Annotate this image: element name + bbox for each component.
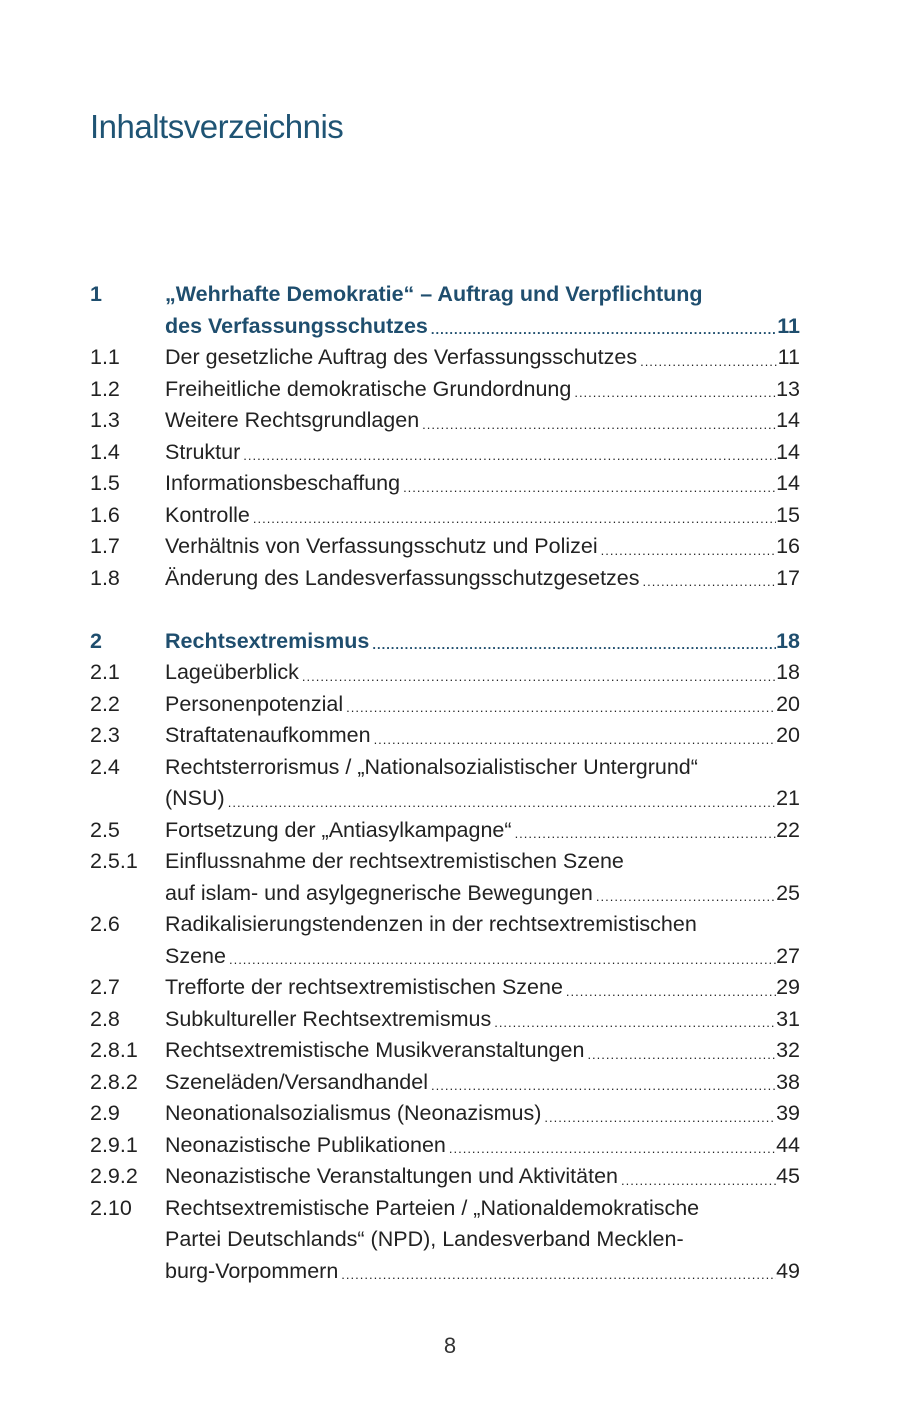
dot-leader — [400, 476, 776, 500]
dot-leader — [512, 822, 777, 846]
dot-leader — [637, 350, 778, 374]
toc-entry-title: burg-Vorpommern — [165, 1258, 339, 1283]
toc-entry-title: Weitere Rechtsgrundlagen — [165, 408, 420, 432]
toc-entry-page: 14 — [776, 471, 800, 495]
toc-entry[interactable] — [90, 500, 800, 532]
dot-leader — [419, 413, 776, 437]
toc-entry-title: Radikalisierungstendenzen in der rechtsextremistischen — [165, 912, 697, 936]
toc-entry-page: 49 — [776, 1258, 800, 1283]
toc-entry-page: 31 — [776, 1006, 800, 1031]
toc-entry-number: 2.3 — [90, 723, 120, 747]
toc-entry[interactable] — [90, 752, 800, 815]
toc-entry[interactable] — [90, 1067, 800, 1099]
dot-leader — [598, 539, 776, 563]
dot-leader — [225, 791, 776, 815]
dot-leader — [446, 1137, 776, 1161]
toc-entry-page: 27 — [776, 943, 800, 968]
toc-entry-title: „Wehrhafte Demokratie“ – Auftrag und Verpflichtung — [165, 282, 703, 306]
toc-entry-number: 2.10 — [90, 1195, 132, 1220]
toc-entry[interactable] — [90, 657, 800, 689]
toc-entry-title: Partei Deutschlands“ (NPD), Landesverband Mecklen- — [165, 1227, 684, 1251]
toc-entry-number: 1 — [90, 282, 102, 306]
toc-entry-title: auf islam- und asylgegnerische Bewegungen — [165, 880, 593, 905]
toc-entry-title: Subkultureller Rechtsextremismus — [165, 1006, 492, 1031]
toc-entry-title: Informationsbeschaffung — [165, 471, 401, 495]
toc-entry[interactable] — [90, 1193, 800, 1288]
toc-entry-title: Fortsetzung der „Antiasylkampagne“ — [165, 817, 512, 842]
toc-entry-number: 1.8 — [90, 565, 120, 590]
toc-entry-number: 1.6 — [90, 502, 120, 527]
toc-entry[interactable] — [90, 1161, 800, 1193]
toc-entry-number: 2.6 — [90, 912, 120, 936]
toc-entry-number: 1.1 — [90, 345, 120, 369]
dot-leader — [428, 1074, 776, 1098]
toc-entry-page: 14 — [776, 439, 800, 464]
dot-leader — [338, 1263, 776, 1287]
toc-entry[interactable] — [90, 405, 800, 437]
toc-entry-title: Neonazistische Publikationen — [165, 1132, 446, 1157]
toc-entry-number: 1.4 — [90, 439, 120, 464]
toc-entry-page: 20 — [776, 691, 800, 716]
toc-entry-title: (NSU) — [165, 786, 225, 810]
toc-entry-title: Freiheitliche demokratische Grundordnung — [165, 376, 572, 401]
toc-entry-page: 25 — [776, 880, 800, 905]
toc-entry-page: 20 — [776, 723, 800, 747]
toc-entry-title: Neonationalsozialismus (Neonazismus) — [165, 1101, 542, 1125]
toc-entry[interactable] — [90, 909, 800, 972]
toc-entry-number: 2.1 — [90, 660, 120, 684]
dot-leader — [226, 948, 776, 972]
dot-leader — [593, 885, 776, 909]
page-number: 8 — [443, 1333, 457, 1358]
toc-entry-number: 1.2 — [90, 376, 120, 401]
dot-leader — [299, 665, 776, 689]
toc-entry[interactable] — [90, 374, 800, 406]
toc-entry-page: 18 — [776, 660, 800, 684]
dot-leader — [428, 318, 777, 342]
toc-entry[interactable] — [90, 342, 800, 374]
toc-entry-page: 21 — [776, 786, 800, 810]
toc-entry-title: Trefforte der rechtsextremistischen Szene — [165, 975, 563, 999]
toc-entry[interactable] — [90, 689, 800, 721]
toc-entry[interactable] — [90, 1130, 800, 1162]
toc-entry-page: 11 — [777, 313, 800, 338]
toc-entry-number: 2.9.1 — [90, 1132, 138, 1157]
toc-entry-number: 2.2 — [90, 691, 120, 716]
toc-entry-number: 2 — [90, 628, 102, 653]
dot-leader — [491, 1011, 776, 1035]
dot-leader — [584, 1043, 776, 1067]
toc-entry[interactable] — [90, 972, 800, 1004]
toc-entry[interactable] — [90, 279, 800, 342]
toc-entry-page: 38 — [776, 1069, 800, 1094]
toc-entry[interactable] — [90, 1004, 800, 1036]
dot-leader — [571, 381, 776, 405]
toc-entry[interactable] — [90, 626, 800, 658]
dot-leader — [640, 570, 777, 594]
toc-entry-page: 13 — [776, 376, 800, 401]
toc-entry-title: Straftatenaufkommen — [165, 723, 371, 747]
toc-entry-title: Änderung des Landesverfassungsschutzgesetzes — [165, 565, 640, 590]
toc-entry-title: Szeneläden/Versandhandel — [165, 1069, 428, 1094]
toc-entry-page: 29 — [776, 975, 800, 999]
toc-entry[interactable] — [90, 720, 800, 752]
toc-entry[interactable] — [90, 815, 800, 847]
toc-entry-number: 2.8 — [90, 1006, 120, 1031]
toc-entry-page: 39 — [776, 1101, 800, 1125]
toc-entry-page: 45 — [776, 1164, 800, 1188]
toc-entry-page: 15 — [776, 502, 800, 527]
toc-entry-title: Der gesetzliche Auftrag des Verfassungsschutzes — [165, 345, 638, 369]
toc-entry-title: Lageüberblick — [165, 660, 299, 684]
toc-entry-number: 1.7 — [90, 534, 120, 558]
toc-entry-title: Verhältnis von Verfassungsschutz und Polizei — [165, 534, 598, 558]
toc-entry-number: 2.5.1 — [90, 849, 138, 873]
toc-entry[interactable] — [90, 563, 800, 595]
toc-entry-number: 2.5 — [90, 817, 120, 842]
toc-entry-title: Rechtsextremistische Musikveranstaltungen — [165, 1038, 585, 1062]
toc-entry-number: 2.7 — [90, 975, 120, 999]
toc-entry-title: Einflussnahme der rechtsextremistischen Szene — [165, 849, 624, 873]
toc-entry-page: 44 — [776, 1132, 800, 1157]
toc-entry-page: 32 — [776, 1038, 800, 1062]
toc-entry[interactable] — [90, 846, 800, 909]
toc-entry-title: Rechtsextremismus — [165, 628, 370, 653]
toc-entry-number: 2.8.2 — [90, 1069, 138, 1094]
toc-entry[interactable] — [90, 1035, 800, 1067]
toc-entry-page: 17 — [776, 565, 800, 590]
toc-entry[interactable] — [90, 437, 800, 469]
toc-entry-title: Kontrolle — [165, 502, 250, 527]
toc-entry[interactable] — [90, 468, 800, 500]
dot-leader — [369, 633, 776, 657]
toc-entry-title: des Verfassungsschutzes — [165, 313, 428, 338]
toc-entry-title: Neonazistische Veranstaltungen und Aktivitäten — [165, 1164, 618, 1188]
toc-entry-page: 22 — [776, 817, 800, 842]
toc-entry-page: 18 — [776, 628, 800, 653]
toc-entry-number: 2.8.1 — [90, 1038, 138, 1062]
toc-entry-title: Rechtsextremistische Parteien / „Nationaldemokratische — [165, 1195, 700, 1220]
dot-leader — [541, 1106, 776, 1130]
toc-entry-number: 2.9.2 — [90, 1164, 138, 1188]
dot-leader — [371, 728, 777, 752]
toc-entry-page: 11 — [777, 345, 800, 369]
dot-leader — [343, 696, 776, 720]
toc-entry-number: 1.5 — [90, 471, 120, 495]
dot-leader — [240, 444, 776, 468]
page-title: Inhaltsverzeichnis — [90, 108, 344, 145]
dot-leader — [250, 507, 776, 531]
toc-entry-number: 2.9 — [90, 1101, 120, 1125]
toc-entry-title: Struktur — [165, 439, 241, 464]
toc-entry-title: Personenpotenzial — [165, 691, 344, 716]
toc-entry-page: 14 — [776, 408, 800, 432]
table-of-contents — [90, 279, 800, 1287]
dot-leader — [618, 1169, 776, 1193]
toc-entry-page: 16 — [776, 534, 800, 558]
toc-entry[interactable] — [90, 531, 800, 563]
toc-entry-title: Rechtsterrorismus / „Nationalsozialistischer Untergrund“ — [165, 754, 698, 779]
toc-entry-number: 2.4 — [90, 754, 120, 779]
toc-entry[interactable] — [90, 1098, 800, 1130]
toc-entry-number: 1.3 — [90, 408, 120, 432]
toc-entry-title: Szene — [165, 943, 226, 968]
dot-leader — [563, 980, 776, 1004]
